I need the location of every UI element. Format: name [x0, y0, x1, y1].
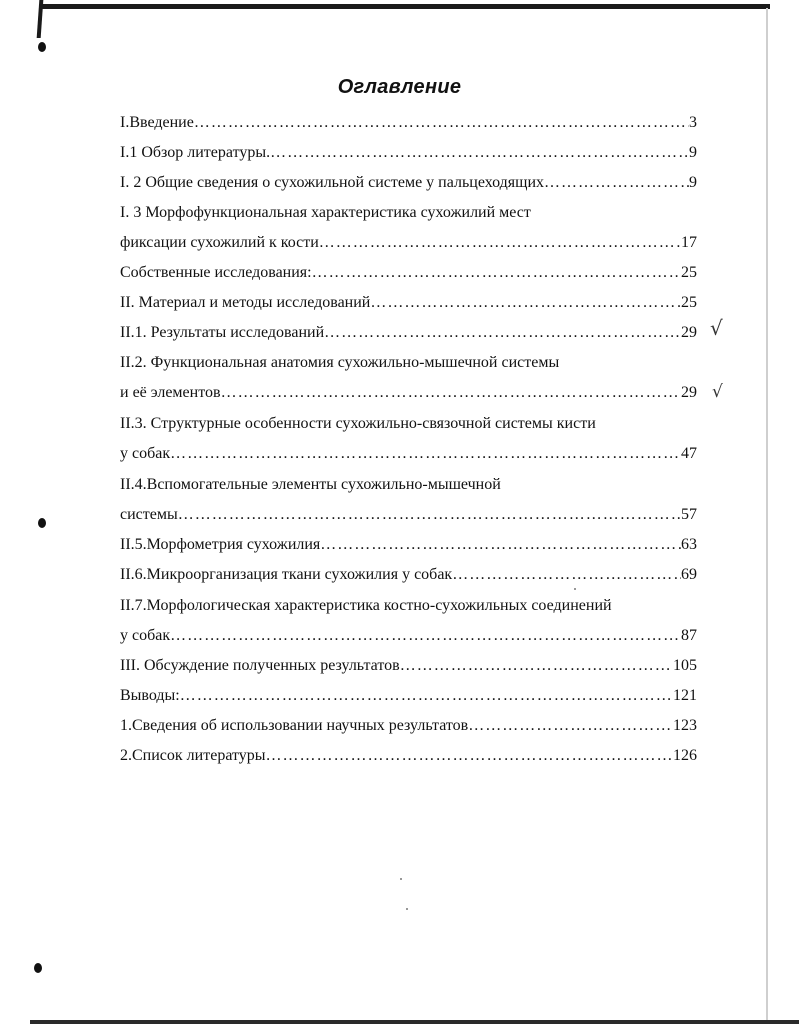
toc-entry — [120, 110, 697, 136]
toc-entry-page: 105 — [673, 657, 697, 674]
scan-edge-bottom — [30, 1020, 799, 1024]
toc-entry-label: системы — [120, 506, 178, 523]
dot-leader — [400, 653, 673, 679]
toc-entry — [120, 290, 697, 316]
toc-entry-page: 126 — [673, 747, 697, 764]
toc-entry — [120, 743, 697, 769]
toc-entry-page: 29 — [681, 324, 697, 341]
dot-leader — [170, 441, 681, 467]
dot-leader — [178, 502, 681, 528]
toc-entry — [120, 380, 697, 406]
toc-entry — [120, 230, 697, 256]
toc-entry-page: 29 — [681, 384, 697, 401]
toc-entry-page: 57 — [681, 506, 697, 523]
scan-speck — [400, 878, 402, 880]
toc-entry-label: II.5.Морфометрия сухожилия — [120, 536, 321, 553]
toc-entry-label: и её элементов — [120, 384, 221, 401]
toc-entry-page: 3 — [689, 114, 697, 131]
toc-entry-label: у собак — [120, 445, 171, 462]
toc-entry-label: фиксации сухожилий к кости — [120, 234, 319, 251]
toc-entry — [120, 623, 697, 649]
toc-entry — [120, 502, 697, 528]
dot-leader — [312, 260, 681, 286]
scan-speck — [574, 588, 576, 590]
punch-hole-mark — [34, 963, 42, 973]
toc-entry — [120, 200, 697, 226]
punch-hole-mark — [38, 518, 46, 528]
dot-leader — [452, 562, 681, 588]
toc-entry — [120, 653, 697, 679]
toc-entry-label: 2.Список литературы — [120, 747, 266, 764]
dot-leader — [180, 683, 673, 709]
dot-leader — [221, 380, 681, 406]
toc-entry-label: II. Материал и методы исследований — [120, 294, 371, 311]
toc-entry-label: 1.Сведения об использовании научных результатов — [120, 717, 469, 734]
toc-entry-label: II.6.Микроорганизация ткани сухожилия у собак — [120, 566, 453, 583]
toc-entry-page: 25 — [681, 264, 697, 281]
toc-entry — [120, 411, 697, 437]
scan-edge-left — [37, 0, 44, 38]
toc-entry-label: I. 2 Общие сведения о сухожильной системе у пальцеходящих — [120, 174, 545, 191]
scan-speck — [406, 908, 408, 910]
handwritten-check-mark: √ — [712, 382, 723, 402]
toc-entry — [120, 320, 697, 346]
toc-entry-page: 87 — [681, 627, 697, 644]
scan-edge-right — [766, 8, 768, 1020]
toc-entry — [120, 260, 697, 286]
toc-entry-label: I.1 Обзор литературы. — [120, 144, 271, 161]
dot-leader — [170, 623, 681, 649]
toc-entry-page: 69 — [681, 566, 697, 583]
toc-entry-page: 17 — [681, 234, 697, 251]
dot-leader — [370, 290, 681, 316]
dot-leader — [324, 320, 681, 346]
toc-entry-label: II.3. Структурные особенности сухожильно-связочной системы кисти — [120, 415, 596, 432]
toc-entry-label: Собственные исследования: — [120, 264, 312, 281]
toc-entry — [120, 713, 697, 739]
dot-leader — [319, 230, 681, 256]
dot-leader — [544, 170, 689, 196]
toc-entry-label: I.Введение — [120, 114, 194, 131]
toc-entry — [120, 472, 697, 498]
page-title: Оглавление — [337, 76, 462, 98]
toc-entry-label: II.1. Результаты исследований — [120, 324, 325, 341]
dot-leader — [194, 110, 689, 136]
toc-entry-page: 9 — [689, 144, 697, 161]
toc-entry — [120, 532, 697, 558]
toc-entry-page: 63 — [681, 536, 697, 553]
toc-entry-page: 47 — [681, 445, 697, 462]
punch-hole-mark — [38, 42, 46, 52]
toc-entry-page: 25 — [681, 294, 697, 311]
toc-entry — [120, 170, 697, 196]
toc-entry-page: 121 — [673, 687, 697, 704]
toc-entry — [120, 350, 697, 376]
dot-leader — [320, 532, 681, 558]
scan-edge-top — [40, 4, 770, 9]
toc-entry-label: II.7.Морфологическая характеристика костно-сухожильных соединений — [120, 597, 612, 614]
toc-entry — [120, 593, 697, 619]
toc-entry-label: у собак — [120, 627, 171, 644]
toc-entry-label: I. 3 Морфофункциональная характеристика сухожилий мест — [120, 204, 531, 221]
dot-leader — [266, 743, 673, 769]
toc-entry-label: III. Обсуждение полученных результатов — [120, 657, 400, 674]
toc-entry — [120, 140, 697, 166]
dot-leader — [468, 713, 673, 739]
dot-leader — [270, 140, 689, 166]
handwritten-check-mark: √ — [710, 316, 723, 340]
toc-entry-page: 123 — [673, 717, 697, 734]
toc-entry — [120, 683, 697, 709]
toc-entry-label: II.4.Вспомогательные элементы сухожильно-мышечной — [120, 476, 501, 493]
toc-entry-label: Выводы: — [120, 687, 180, 704]
toc-entry — [120, 441, 697, 467]
toc-entry-label: II.2. Функциональная анатомия сухожильно-мышечной системы — [120, 354, 560, 371]
toc-entry — [120, 562, 697, 588]
toc-entry-page: 9 — [689, 174, 697, 191]
